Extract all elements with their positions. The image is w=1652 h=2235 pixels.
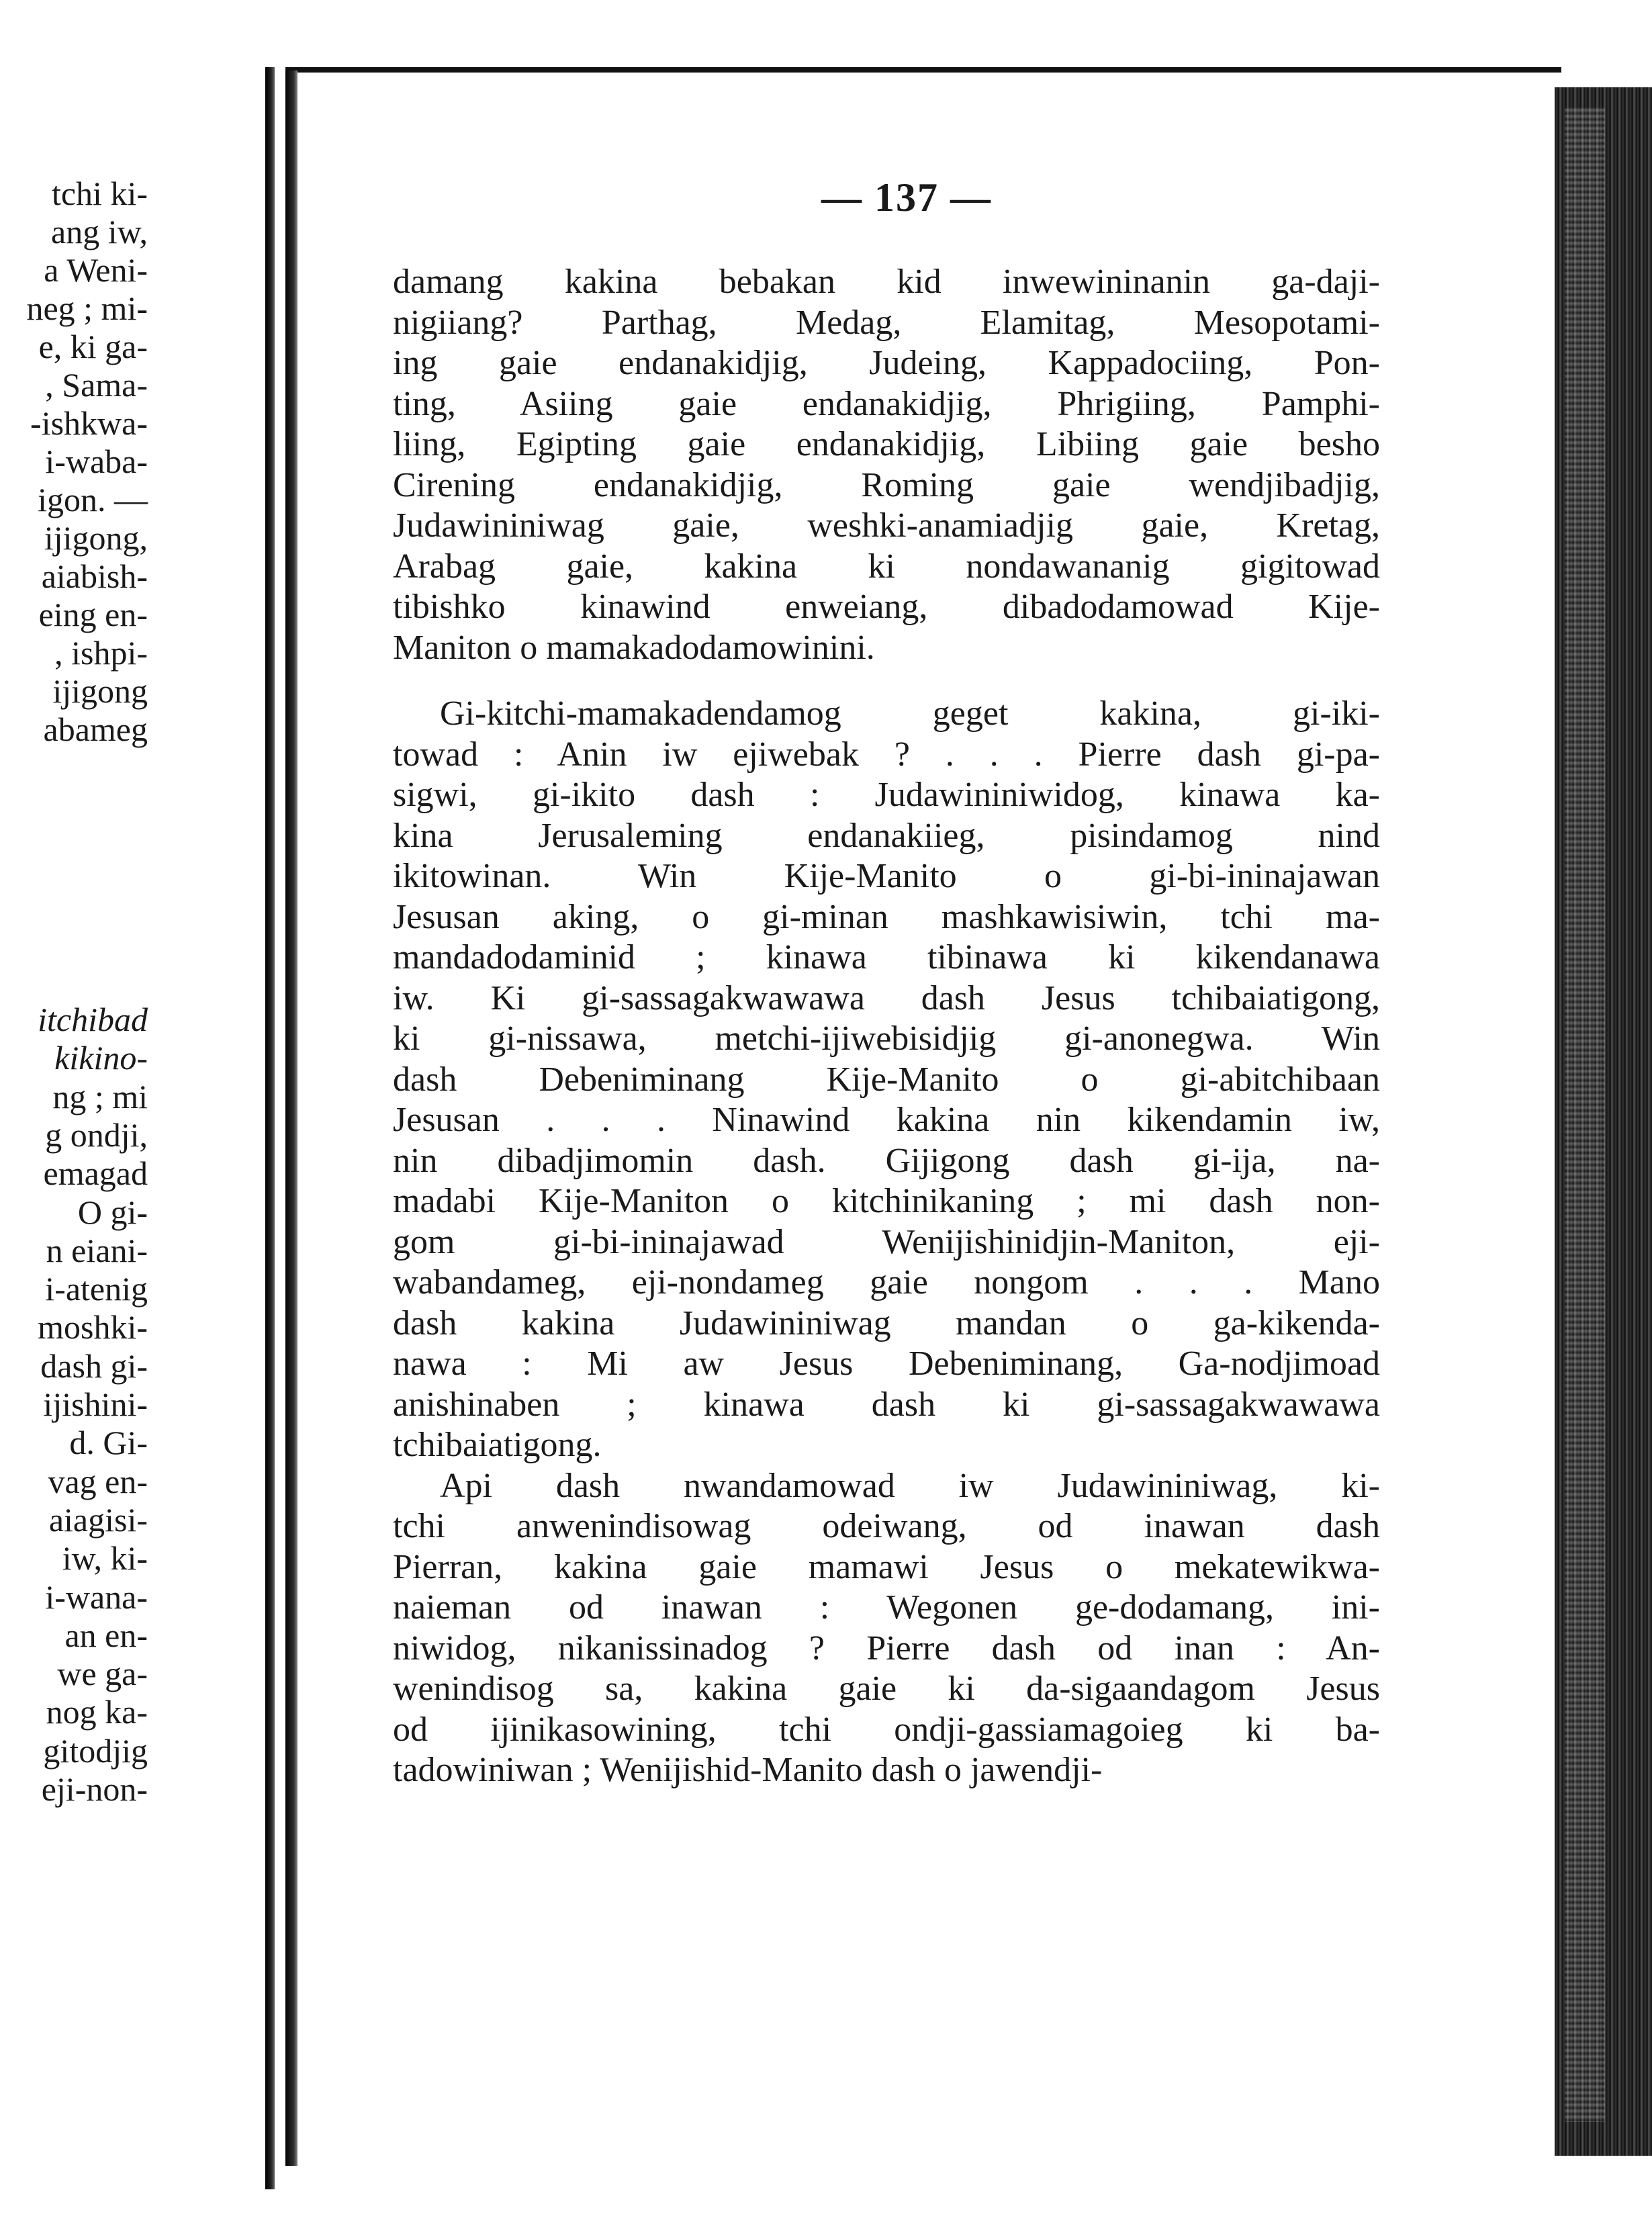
text-line: nawa : Mi aw Jesus Debeniminang, Ga-nodjimoad [393, 1344, 1380, 1383]
left-page-line: moshki- [38, 1308, 148, 1347]
text-line: naieman od inawan : Wegonen ge-dodamang, ini- [393, 1588, 1380, 1627]
left-page-line: tchi ki- [51, 175, 148, 212]
left-page-line: emagad [43, 1154, 148, 1193]
text-line: towad : Anin iw ejiwebak ? . . . Pierre dash gi-pa- [393, 735, 1380, 774]
left-page-line: n eiani- [46, 1231, 148, 1269]
text-line: Cirening endanakidjig, Roming gaie wendjibadjig, [393, 465, 1380, 504]
left-page-line: vag en- [48, 1462, 148, 1500]
text-line: Jesusan aking, o gi-minan mashkawisiwin, tchi ma- [393, 897, 1380, 936]
text-line: Api dash nwandamowad iw Judawininiwag, ki- [440, 1466, 1380, 1505]
text-line: ikitowinan. Win Kije-Manito o gi-bi-ininajawan [393, 857, 1380, 895]
text-line: Judawininiwag gaie, weshki-anamiadjig gaie, Kretag, [393, 506, 1380, 545]
text-line: Arabag gaie, kakina ki nondawananig gigitowad [393, 547, 1380, 586]
left-page-line: kikino- [54, 1039, 148, 1077]
text-line: wenindisog sa, kakina gaie ki da-sigaandagom Jesus [393, 1670, 1380, 1708]
text-line: tchi anwenindisowag odeiwang, od inawan dash [393, 1507, 1380, 1545]
text-line: wabandameg, eji-nondameg gaie nongom . . . Mano [393, 1263, 1380, 1302]
text-line: Gi-kitchi-mamakadendamog geget kakina, gi-iki- [440, 694, 1380, 733]
left-page-line: dash gi- [40, 1347, 148, 1385]
left-page-line: aiagisi- [48, 1500, 148, 1539]
left-page-line: i-wana- [45, 1578, 148, 1616]
text-line: nin dibadjimomin dash. Gijigong dash gi-ija, na- [393, 1141, 1380, 1180]
text-line: ki gi-nissawa, metchi-ijiwebisidjig gi-anonegwa. Win [393, 1019, 1380, 1058]
left-page-line: eing en- [38, 596, 148, 633]
left-page-line: neg ; mi- [26, 289, 148, 327]
text-line: damang kakina bebakan kid inwewininanin ga-daji- [393, 263, 1380, 301]
text-line: gom gi-bi-ininajawad Wenijishinidjin-Maniton, eji- [393, 1222, 1380, 1261]
book-fore-edge-texture [1565, 107, 1605, 2122]
left-page-line: itchibad [38, 1001, 148, 1038]
page-number: — 137 — [821, 175, 992, 220]
text-line: tadowiniwan ; Wenijishid-Manito dash o jawendji- [393, 1751, 1103, 1789]
text-line: od ijinikasowining, tchi ondji-gassiamagoieg ki ba- [393, 1710, 1380, 1749]
page-top-edge [285, 67, 1561, 73]
left-page-line: , Sama- [45, 366, 148, 404]
text-line: Pierran, kakina gaie mamawi Jesus o mekatewikwa- [393, 1547, 1380, 1586]
text-line: mandadodaminid ; kinawa tibinawa ki kikendanawa [393, 938, 1380, 976]
left-page-line: eji-non- [41, 1770, 148, 1808]
text-line: niwidog, nikanissinadog ? Pierre dash od inan : An- [393, 1629, 1380, 1668]
left-page-line: i-atenig [45, 1270, 148, 1308]
left-page-line: iw, ki- [62, 1539, 148, 1578]
left-page-line: -ishkwa- [30, 404, 148, 442]
left-page-line: d. Gi- [69, 1424, 148, 1462]
text-line: liing, Egipting gaie endanakidjig, Libiing gaie besho [393, 425, 1380, 463]
page-left-edge [285, 71, 297, 2166]
text-line: ting, Asiing gaie endanakidjig, Phrigiing, Pamphi- [393, 384, 1380, 423]
text-line: madabi Kije-Maniton o kitchinikaning ; mi dash non- [393, 1182, 1380, 1220]
text-line: ing gaie endanakidjig, Judeing, Kappadociing, Pon- [393, 344, 1380, 382]
left-page-line: ijigong [52, 672, 148, 710]
text-line: Jesusan . . . Ninawind kakina nin kikendamin iw, [393, 1101, 1380, 1139]
left-page-line: ng ; mi [52, 1077, 148, 1115]
left-page-line: abameg [43, 711, 148, 748]
left-page-line: igon. — [38, 481, 148, 518]
left-page-line: gitodjig [43, 1731, 148, 1770]
left-page-line: ang iw, [51, 213, 148, 250]
text-line: tibishko kinawind enweiang, dibadodamowad Kije- [393, 588, 1380, 626]
text-line: Maniton o mamakadodamowinini. [393, 628, 875, 667]
paragraph-gap [393, 668, 1380, 694]
text-line: sigwi, gi-ikito dash : Judawininiwidog, kinawa ka- [393, 776, 1380, 814]
text-line: tchibaiatigong. [393, 1426, 602, 1464]
left-page-line: g ondji, [45, 1115, 148, 1154]
left-page-line: e, ki ga- [38, 328, 148, 365]
text-line: nigiiang? Parthag, Medag, Elamitag, Mesopotami- [393, 303, 1380, 342]
left-page-line: ijishini- [43, 1385, 148, 1423]
left-page-line: , ishpi- [54, 634, 148, 672]
left-page-line: O gi- [77, 1193, 148, 1231]
left-page-line: nog ka- [46, 1693, 148, 1731]
left-page-line: an en- [64, 1616, 148, 1654]
left-page-line: aiabish- [41, 557, 148, 595]
left-page-edge [265, 67, 275, 2189]
text-line: iw. Ki gi-sassagakwawawa dash Jesus tchibaiatigong, [393, 978, 1380, 1017]
left-page-fragment [0, 81, 269, 2149]
text-line: dash kakina Judawininiwag mandan o ga-kikenda- [393, 1304, 1380, 1342]
left-page-line: i-waba- [45, 443, 148, 480]
text-line: dash Debeniminang Kije-Manito o gi-abitchibaan [393, 1060, 1380, 1099]
left-page-line: ijigong, [44, 519, 148, 557]
page-body [393, 262, 1380, 1791]
text-line: anishinaben ; kinawa dash ki gi-sassagakwawawa [393, 1385, 1380, 1424]
text-line: kina Jerusaleming endanakiieg, pisindamog nind [393, 816, 1380, 855]
left-page-line: we ga- [57, 1655, 148, 1693]
left-page-line: a Weni- [44, 251, 148, 289]
